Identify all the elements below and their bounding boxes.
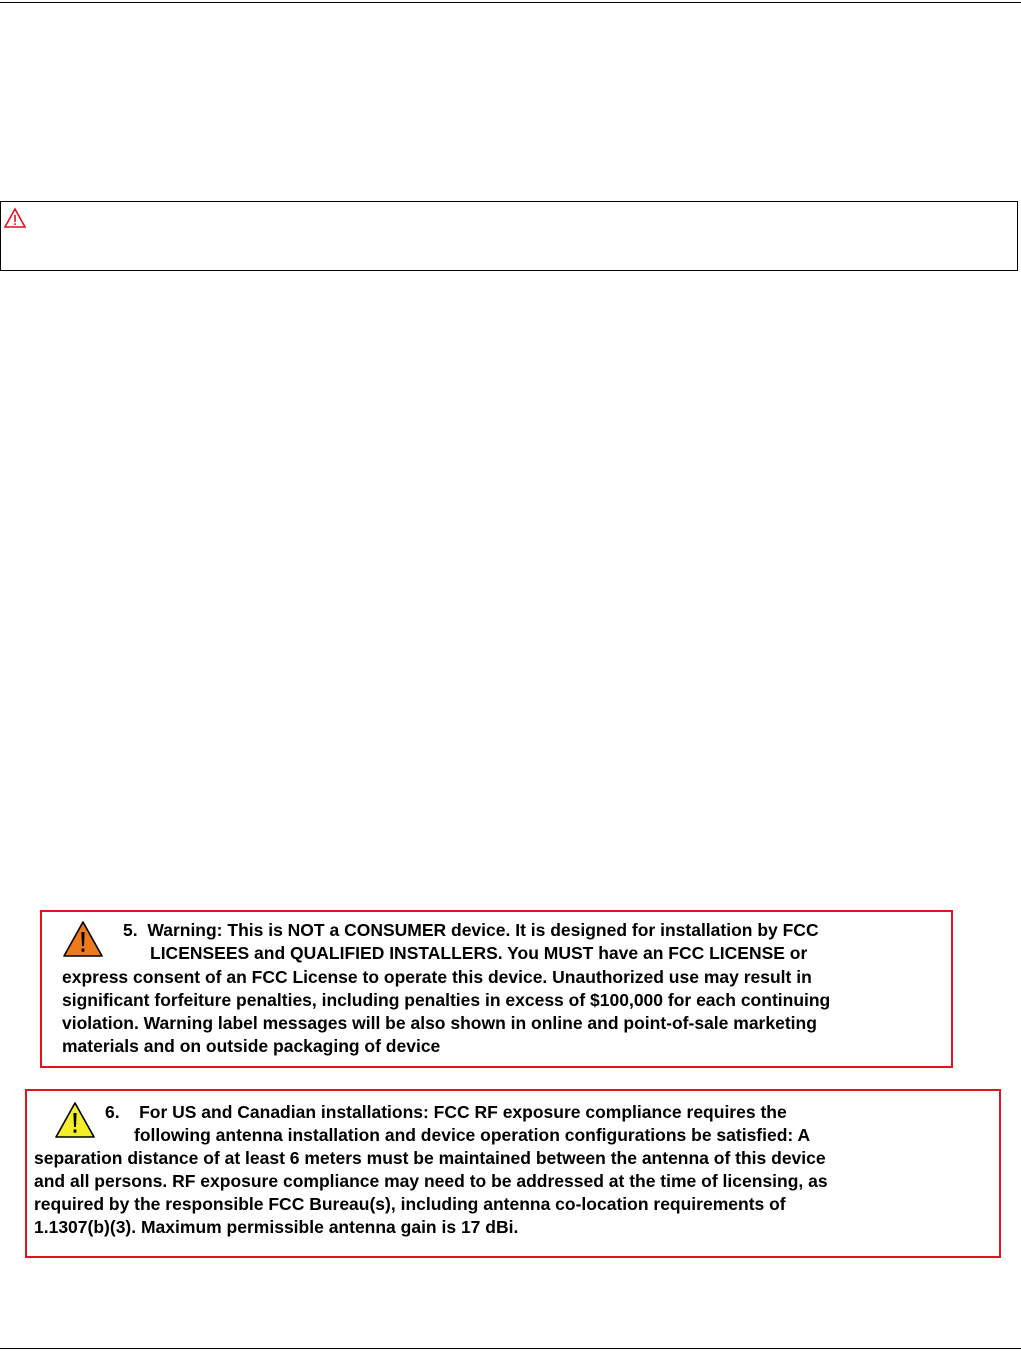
- warning-5-line-3: express consent of an FCC License to operate this device. Unauthorized use may result in: [62, 967, 812, 987]
- warning-5-text-1: Warning: This is NOT a CONSUMER device. It is designed for installation by FCC: [147, 920, 819, 940]
- warning-5-line-4: significant forfeiture penalties, including penalties in excess of $100,000 for each continuing: [62, 990, 831, 1010]
- orange-warning-triangle-icon: [62, 920, 104, 958]
- warning-6-line-1: [105, 1101, 787, 1124]
- warning-5-line-2: LICENSEES and QUALIFIED INSTALLERS. You MUST have an FCC LICENSE or: [150, 943, 808, 963]
- warning-5-number: 5.: [123, 920, 138, 940]
- header-rule: [0, 2, 1021, 3]
- caution-box: [0, 201, 1018, 271]
- warning-6-line-6: 1.1307(b)(3). Maximum permissible antenna gain is 17 dBi.: [34, 1217, 519, 1237]
- warning-5-line-1: [123, 919, 819, 942]
- yellow-warning-triangle-icon: [54, 1101, 96, 1139]
- warning-6-line-3: separation distance of at least 6 meters must be maintained between the antenna of this device: [34, 1148, 826, 1168]
- warning-6-line-2: following antenna installation and device operation configurations be satisfied: A: [134, 1125, 811, 1145]
- warning-6-line-4: and all persons. RF exposure compliance may need to be addressed at the time of licensing, as: [34, 1171, 828, 1191]
- warning-5-line-6: materials and on outside packaging of device: [62, 1036, 441, 1056]
- warning-5-box: [40, 910, 953, 1068]
- footer-rule: [0, 1348, 1021, 1349]
- warning-6-number: 6.: [105, 1102, 120, 1122]
- warning-5-line-5: violation. Warning label messages will be also shown in online and point-of-sale marketing: [62, 1013, 817, 1033]
- warning-6-box: [25, 1089, 1001, 1258]
- warning-6-line-5: required by the responsible FCC Bureau(s), including antenna co-location requirements of: [34, 1194, 786, 1214]
- warning-triangle-icon: [4, 207, 26, 229]
- warning-6-text-1: For US and Canadian installations: FCC RF exposure compliance requires the: [139, 1102, 787, 1122]
